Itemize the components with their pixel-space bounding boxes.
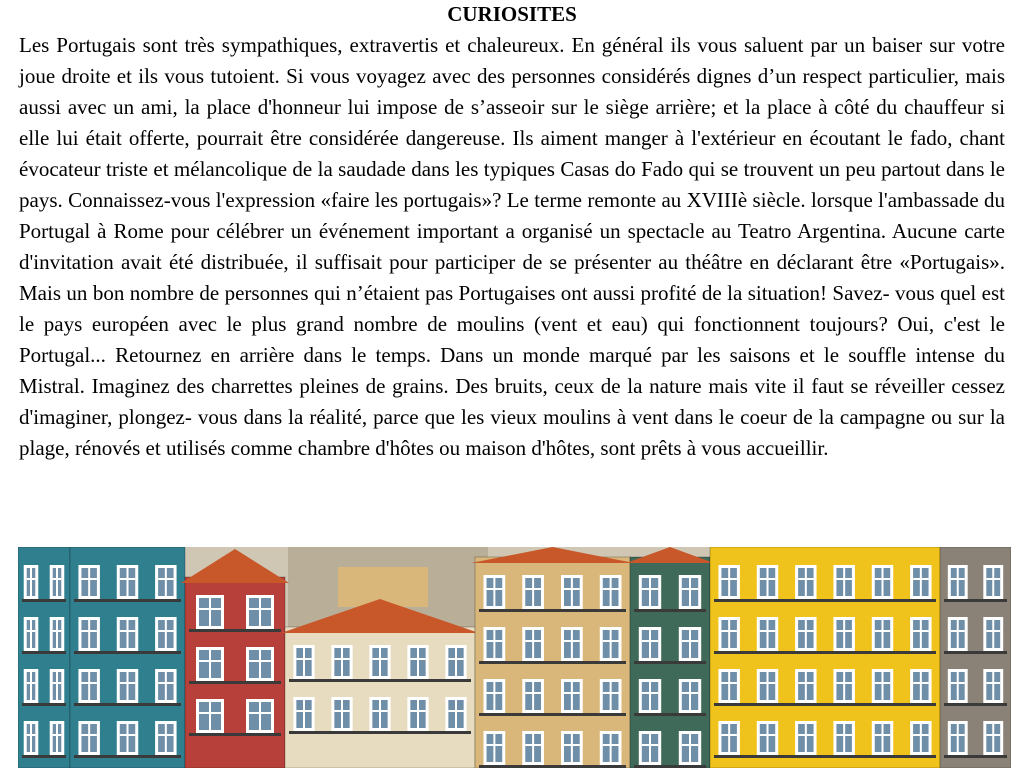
balcony-rail: [714, 703, 936, 706]
balcony-rail: [22, 651, 66, 654]
balcony-rail: [189, 681, 281, 684]
balcony-rail: [944, 755, 1007, 758]
balcony-rail: [74, 703, 181, 706]
porto-houses-photo: [18, 547, 1011, 768]
balcony-rail: [634, 661, 706, 664]
balcony-rail: [289, 679, 471, 682]
balcony-rail: [944, 651, 1007, 654]
document-body-text: Les Portugais sont très sympathiques, extravertis et chaleureux. En général ils vous saluent par un baiser sur votre joue droite et ils vous tutoient. Si vous voyagez avec des personnes considérés dignes d’un respect particulier, mais aussi avec un ami, la place d'honneur lui impose de s’asseoir sur le siège arrière; et la place à côté du chauffeur si elle lui était offerte, pourrait être considérée dangereuse. Ils aiment manger à l'extérieur en écoutant le fado, chant évocateur triste et mélancolique de la saudade dans les typiques Casas do Fado qui se trouvent un peu partout dans le pays. Connaissez-vous l'expression «faire les portugais»? Le terme remonte au XVIIIè siècle. lorsque l'ambassade du Portugal à Rome pour célébrer un événement important a organisé un spectacle au Teatro Argentina. Aucune carte d'invitation avait été distribuée, il suffisait pour participer de se présenter au théâtre en déclarant être «Portugais». Mais un bon nombre de personnes qui n’étaient pas Portugaises ont aussi profité de la situation! Savez- vous quel est le pays européen avec le plus grand nombre de moulins (vent et eau) qui fonctionnent toujours? Oui, c'est le Portugal... Retournez en arrière dans le temps. Dans un monde marqué par les saisons et le souffle intense du Mistral. Imaginez des charrettes pleines de grains. Des bruits, ceux de la nature mais vite il faut se réveiller cessez d'imaginer, plongez- vous dans la réalité, parce que les vieux moulins à vent dans le coeur de la campagne ou sur la plage, rénovés et utilisés comme chambre d'hôtes ou maison d'hôtes, sont prêts à vous accueillir.: [19, 33, 1005, 460]
balcony-rail: [22, 703, 66, 706]
balcony-rail: [634, 713, 706, 716]
document-title: CURIOSITES: [447, 2, 577, 26]
balcony-rail: [74, 651, 181, 654]
balcony-rail: [634, 609, 706, 612]
balcony-rail: [944, 703, 1007, 706]
porto-houses-illustration: [18, 547, 1011, 768]
balcony-rail: [714, 651, 936, 654]
balcony-rail: [289, 731, 471, 734]
balcony-rail: [714, 599, 936, 602]
balcony-rail: [479, 713, 626, 716]
balcony-rail: [714, 755, 936, 758]
building-facade: [710, 547, 940, 768]
balcony-rail: [479, 609, 626, 612]
balcony-rail: [189, 629, 281, 632]
balcony-rail: [189, 733, 281, 736]
balcony-rail: [479, 661, 626, 664]
balcony-rail: [22, 755, 66, 758]
balcony-rail: [944, 599, 1007, 602]
balcony-rail: [74, 599, 181, 602]
balcony-rail: [74, 755, 181, 758]
balcony-rail: [22, 599, 66, 602]
